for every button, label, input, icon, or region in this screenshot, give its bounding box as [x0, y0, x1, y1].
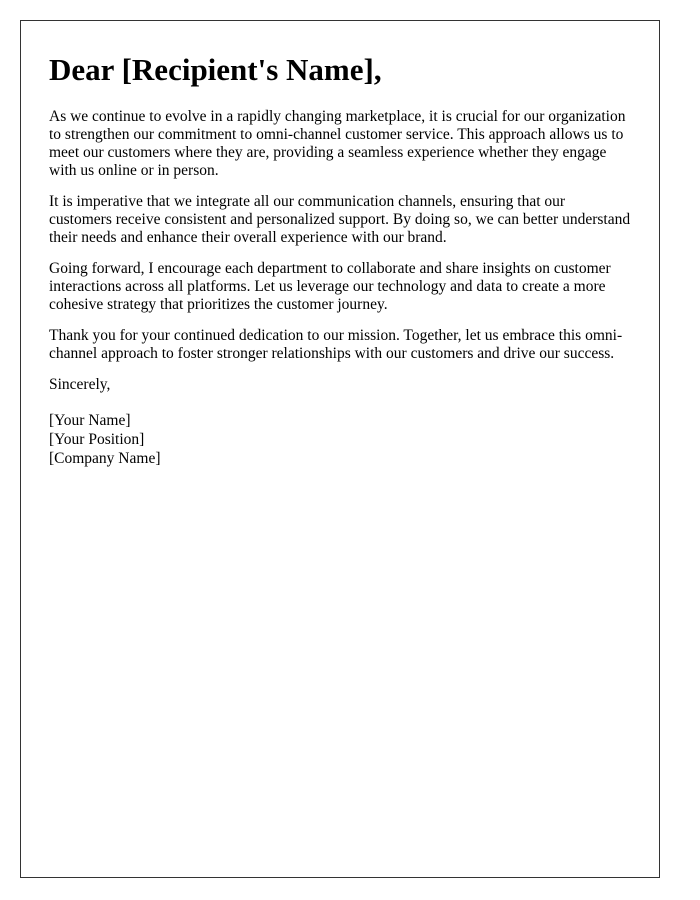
- paragraph-collaboration: Going forward, I encourage each department to collaborate and share insights on customer interactions across all platforms. Let us leverage our technology and data to create a more cohesive strategy that prioritizes the customer journey.: [49, 260, 611, 314]
- letter-page: [20, 20, 660, 878]
- signature-name: [Your Name]: [49, 412, 131, 430]
- signature-position: [Your Position]: [49, 431, 145, 449]
- paragraph-integration: It is imperative that we integrate all our communication channels, ensuring that our customers receive consistent and personalized support. By doing so, we can better understand their needs and enhance their overall experience with our brand.: [49, 193, 631, 247]
- closing-text: Sincerely,: [49, 376, 111, 394]
- greeting-heading: Dear [Recipient's Name],: [49, 52, 382, 87]
- paragraph-intro: As we continue to evolve in a rapidly changing marketplace, it is crucial for our organization to strengthen our commitment to omni-channel customer service. This approach allows us to meet our customers where they are, providing a seamless experience whether they engage with us online or in person.: [49, 108, 626, 180]
- signature-block: [49, 411, 631, 468]
- signature-company: [Company Name]: [49, 450, 161, 468]
- paragraph-thanks: Thank you for your continued dedication to our mission. Together, let us embrace this omni-channel approach to foster stronger relationships with our customers and drive our success.: [49, 327, 623, 363]
